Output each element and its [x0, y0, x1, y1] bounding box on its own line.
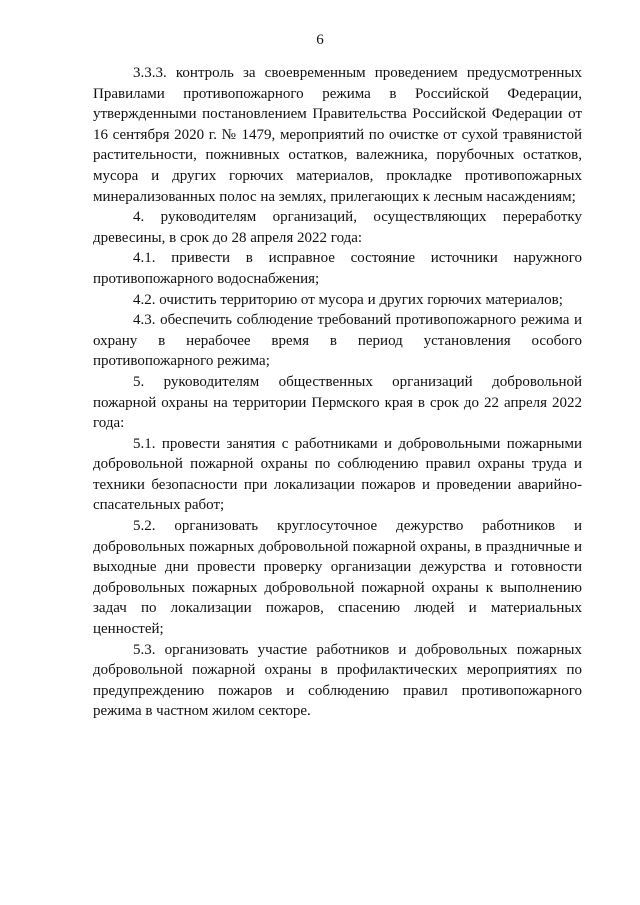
paragraph-5-1: 5.1. провести занятия с работниками и добровольными пожарными добровольной пожарной охраны по соблюдению правил охраны труда и техники безопасности при локализации пожаров и проведении аварийно-спасательных работ;	[93, 435, 582, 514]
paragraph-4: 4. руководителям организаций, осуществляющих переработку древесины, в срок до 28 апреля 2022 года:	[93, 209, 582, 246]
paragraph-5-3: 5.3. организовать участие работников и добровольных пожарных добровольной пожарной охраны в профилактических мероприятиях по предупреждению пожаров и соблюдению правил противопожарного режима в частном жилом секторе.	[93, 641, 582, 720]
paragraph-5-2: 5.2. организовать круглосуточное дежурство работников и добровольных пожарных добровольной пожарной охраны, в праздничные и выходные дни провести проверку организации дежурства и готовности добровольных пожарных добровольной пожарной охраны к выполнению задач по локализации пожаров, спасению людей и материальных ценностей;	[93, 518, 582, 638]
paragraph-5: 5. руководителям общественных организаций добровольной пожарной охраны на территории Пермского края в срок до 22 апреля 2022 года:	[93, 373, 582, 432]
document-body	[93, 63, 582, 722]
paragraph-4-1: 4.1. привести в исправное состояние источники наружного противопожарного водоснабжения;	[93, 250, 582, 287]
page-number: 6	[316, 32, 324, 48]
paragraph-3-3-3: 3.3.3. контроль за своевременным проведением предусмотренных Правилами противопожарного режима в Российской Федерации, утвержденными постановлением Правительства Российской Федерации от 16 сентября 2020 г. № 1479, мероприятий по очистке от сухой травянистой растительности, пожнивных остатков, валежника, порубочных остатков, мусора и других горючих материалов, прокладке противопожарных минерализованных полос на землях, прилегающих к лесным насаждениям;	[93, 65, 582, 205]
paragraph-4-2: 4.2. очистить территорию от мусора и других горючих материалов;	[133, 291, 563, 308]
paragraph-4-3: 4.3. обеспечить соблюдение требований противопожарного режима и охрану в нерабочее время в период установления особого противопожарного режима;	[93, 312, 582, 370]
